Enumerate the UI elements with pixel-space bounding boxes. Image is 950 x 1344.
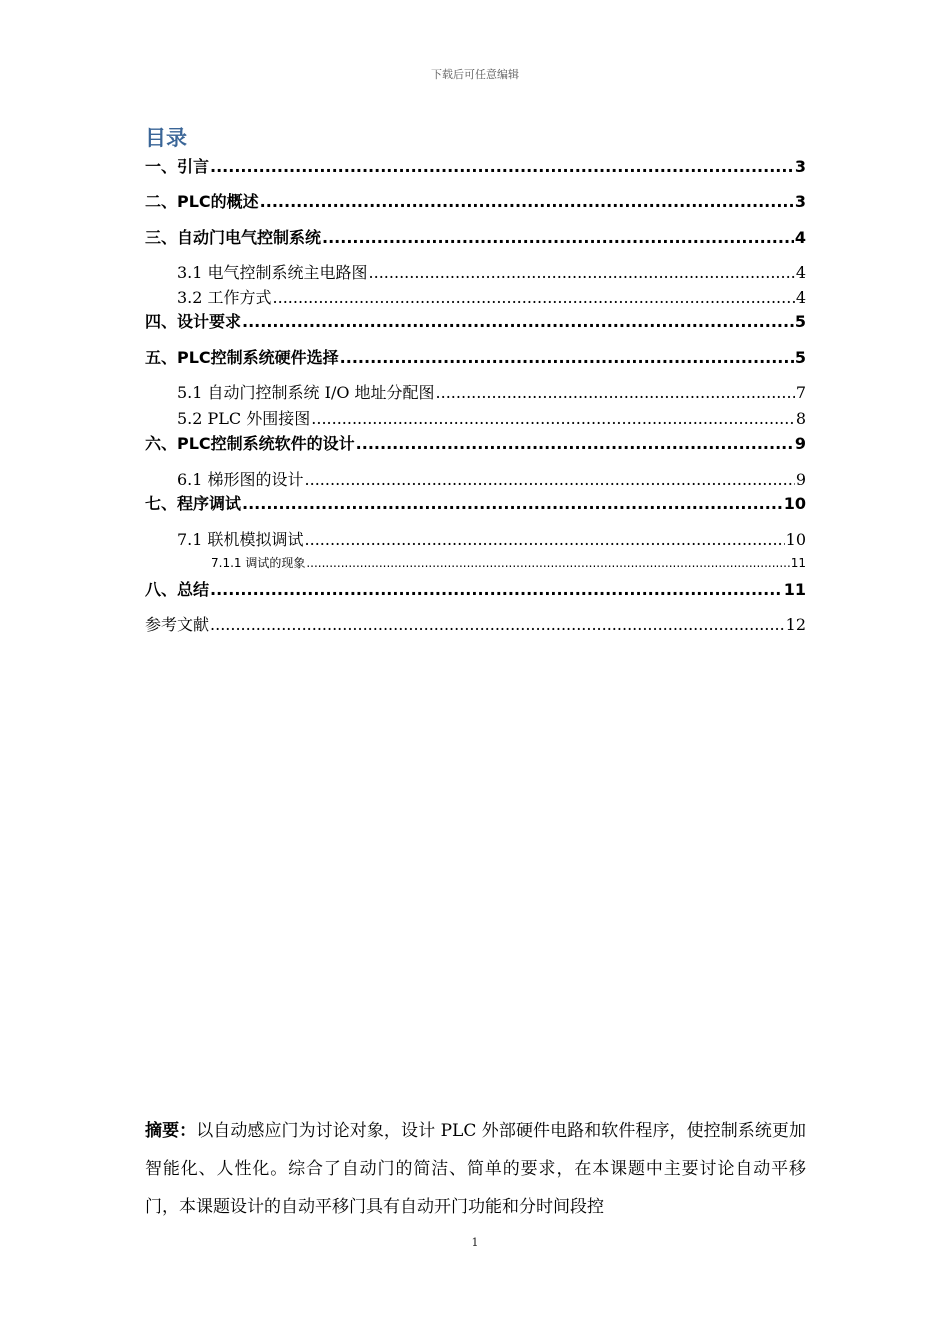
toc-entry-page: 11	[783, 580, 806, 599]
dot-leader	[322, 228, 794, 247]
toc-entry[interactable]	[177, 527, 806, 550]
toc-entry-page: 9	[794, 434, 806, 453]
toc-entry-page: 5	[794, 348, 806, 367]
toc-entry-title: 六、PLC控制系统软件的设计	[145, 434, 355, 453]
toc-entry[interactable]	[177, 260, 806, 283]
toc-entry-title: 八、总结	[145, 580, 210, 599]
toc-entry-title: 三、自动门电气控制系统	[145, 228, 322, 247]
toc-entry-title: 6.1 梯形图的设计	[177, 470, 304, 489]
dot-leader	[210, 615, 785, 634]
dot-leader	[436, 383, 795, 402]
dot-leader	[242, 312, 794, 331]
toc-entry-page: 4	[795, 263, 806, 282]
toc-entry[interactable]	[177, 285, 806, 308]
dot-leader	[242, 494, 783, 513]
toc-entry-page: 5	[794, 312, 806, 331]
toc-entry[interactable]	[145, 189, 806, 212]
dot-leader	[305, 470, 795, 489]
toc-entry[interactable]	[145, 431, 806, 454]
toc-entry[interactable]	[145, 345, 806, 368]
dot-leader	[210, 580, 783, 599]
toc-entry-page: 7	[795, 383, 806, 402]
toc-entry[interactable]	[145, 154, 806, 177]
toc-entry-page: 10	[785, 530, 806, 549]
toc-entry-page: 4	[795, 288, 806, 307]
abstract-body: 以自动感应门为讨论对象，设计 PLC 外部硬件电路和软件程序，使控制系统更加智能化、人性化。综合了自动门的简洁、简单的要求，在本课题中主要讨论自动平移门，本课题设计的自动平移门具有自动开门功能和分时间段控	[145, 1121, 806, 1217]
toc-entry-title: 四、设计要求	[145, 312, 242, 331]
toc-entry[interactable]	[177, 380, 806, 403]
toc-entry-title: 5.2 PLC 外围接图	[177, 409, 311, 428]
toc-entry-title: 3.1 电气控制系统主电路图	[177, 263, 368, 282]
toc-entry[interactable]	[145, 491, 806, 514]
toc-entry[interactable]	[211, 554, 806, 571]
toc-entry-title: 五、PLC控制系统硬件选择	[145, 348, 339, 367]
dot-leader	[210, 157, 794, 176]
toc-entry-title: 一、引言	[145, 157, 210, 176]
toc-title: 目录	[145, 126, 187, 150]
toc-entry-page: 3	[794, 157, 806, 176]
toc-entry-page: 12	[785, 615, 806, 634]
toc-entry[interactable]	[145, 577, 806, 600]
dot-leader	[356, 434, 794, 453]
toc-entry[interactable]	[145, 225, 806, 248]
dot-leader	[311, 409, 795, 428]
toc-entry-page: 9	[795, 470, 806, 489]
page-number: 1	[471, 1236, 479, 1249]
dot-leader	[306, 556, 789, 570]
abstract-label: 摘要：	[145, 1121, 197, 1141]
toc-entry-title: 3.2 工作方式	[177, 288, 272, 307]
dot-leader	[369, 263, 795, 282]
toc-entry-page: 3	[794, 192, 806, 211]
toc-entry-title: 7.1 联机模拟调试	[177, 530, 304, 549]
toc-entry-page: 8	[795, 409, 806, 428]
dot-leader	[340, 348, 794, 367]
toc-entry-title: 参考文献	[145, 615, 210, 634]
dot-leader	[305, 530, 785, 549]
table-of-contents	[145, 0, 806, 660]
toc-entry-page: 4	[794, 228, 806, 247]
toc-entry[interactable]	[145, 612, 806, 635]
toc-entry[interactable]	[177, 406, 806, 429]
toc-entry-title: 二、PLC的概述	[145, 192, 259, 211]
toc-entry[interactable]	[177, 467, 806, 490]
page-header: 下载后可任意编辑	[431, 68, 519, 81]
toc-entry-page: 11	[790, 556, 806, 570]
dot-leader	[273, 288, 795, 307]
toc-entry[interactable]	[145, 309, 806, 332]
dot-leader	[260, 192, 794, 211]
toc-entry-page: 10	[783, 494, 806, 513]
toc-entry-title: 7.1.1 调试的现象	[211, 556, 306, 570]
toc-entry-title: 七、程序调试	[145, 494, 242, 513]
toc-entry-title: 5.1 自动门控制系统 I/O 地址分配图	[177, 383, 435, 402]
abstract-paragraph	[145, 1112, 806, 1226]
